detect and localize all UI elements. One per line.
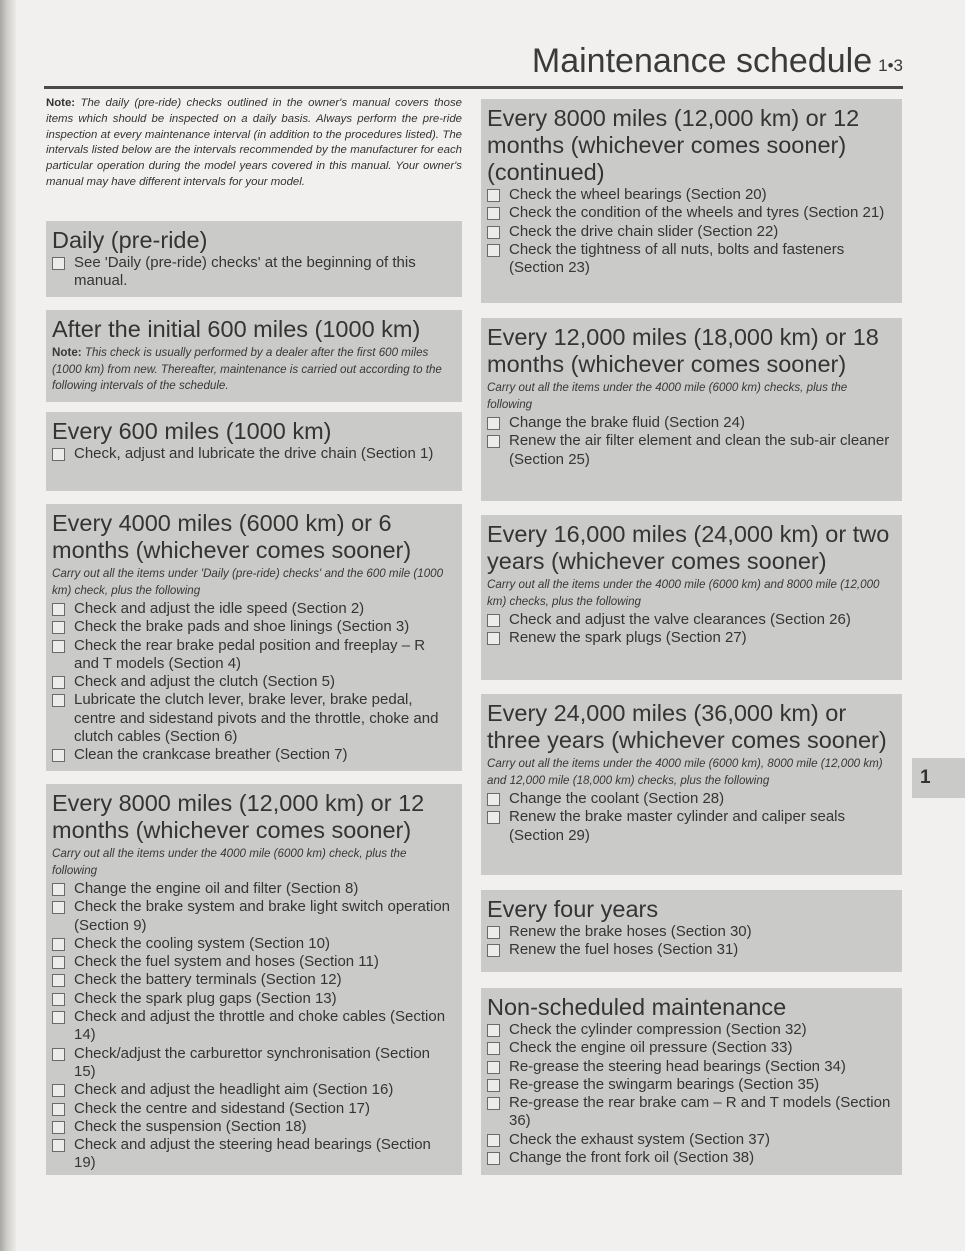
section-600 xyxy=(46,412,462,491)
checklist-item[interactable] xyxy=(487,1149,894,1167)
checkbox-icon[interactable] xyxy=(487,1042,500,1055)
checkbox-icon[interactable] xyxy=(487,1079,500,1092)
section-title: Every 600 miles (1000 km) xyxy=(52,418,332,444)
checklist-item[interactable] xyxy=(487,1131,894,1149)
checklist-item-text: Change the brake fluid (Section 24) xyxy=(509,414,745,431)
note-label: Note: xyxy=(52,346,82,359)
page-gutter xyxy=(0,0,16,1251)
checklist-item-text: Re-grease the swingarm bearings (Section 35) xyxy=(509,1075,820,1093)
checklist-item[interactable] xyxy=(52,1045,454,1082)
checklist-item[interactable] xyxy=(487,611,894,629)
section-title: Every 8000 miles (12,000 km) or 12 months (whichever comes sooner) xyxy=(52,790,425,843)
section-8000-continued xyxy=(481,99,902,303)
checklist-item[interactable] xyxy=(52,691,454,746)
checklist-item[interactable] xyxy=(487,186,894,204)
section-title: After the initial 600 miles (1000 km) xyxy=(52,316,421,342)
checklist-item-text: Check the spark plug gaps (Section 13) xyxy=(74,989,337,1007)
checkbox-icon[interactable] xyxy=(487,793,500,806)
checklist-item[interactable] xyxy=(487,241,894,278)
checklist-item-text: Check and adjust the throttle and choke cables (Section 14) xyxy=(74,1008,446,1044)
section-title: Every 8000 miles (12,000 km) or 12 months (whichever comes sooner) (continued) xyxy=(487,105,860,185)
section-four-years xyxy=(481,890,902,972)
checkbox-icon[interactable] xyxy=(487,1134,500,1147)
checklist-item-text: Check the cooling system (Section 10) xyxy=(74,934,330,952)
checklist-item-text: Check the exhaust system (Section 37) xyxy=(509,1130,770,1148)
checkbox-icon[interactable] xyxy=(52,901,65,914)
section-daily xyxy=(46,221,462,297)
page-header xyxy=(532,42,903,81)
checkbox-icon[interactable] xyxy=(52,603,65,616)
checkbox-icon[interactable] xyxy=(487,226,500,239)
checkbox-icon[interactable] xyxy=(52,257,65,270)
checklist-item-text: Check the cylinder compression (Section 32) xyxy=(509,1021,807,1038)
checklist-item[interactable] xyxy=(487,1058,894,1076)
header-rule xyxy=(44,86,903,89)
checklist-item[interactable] xyxy=(52,935,454,953)
note-label: Note: xyxy=(46,97,76,109)
section-title: Every 4000 miles (6000 km) or 6 months (whichever comes sooner) xyxy=(52,510,412,563)
section-title: Every four years xyxy=(487,896,659,922)
section-intro: Carry out all the items under the 4000 mile (6000 km) and 8000 mile (12,000 km) checks, plus the following xyxy=(487,578,880,608)
checkbox-icon[interactable] xyxy=(52,621,65,634)
section-note-text: This check is usually performed by a dealer after the first 600 miles (1000 km) from new. Thereafter, maintenance is carried out according to the following intervals of the schedule. xyxy=(52,346,442,392)
checklist-item[interactable] xyxy=(487,204,894,222)
checklist-item[interactable] xyxy=(52,600,454,618)
chapter-tab: 1 xyxy=(912,758,965,798)
checkbox-icon[interactable] xyxy=(52,993,65,1006)
checklist-item-text: Renew the air filter element and clean the sub-air cleaner (Section 25) xyxy=(509,432,890,468)
checklist-item[interactable] xyxy=(52,746,454,764)
checklist-item[interactable] xyxy=(52,637,454,674)
section-12000 xyxy=(481,318,902,501)
checkbox-icon[interactable] xyxy=(487,244,500,257)
checklist-item-text: Check the battery terminals (Section 12) xyxy=(74,971,342,989)
section-intro: Carry out all the items under 'Daily (pre-ride) checks' and the 600 mile (1000 km) check, plus the following xyxy=(52,567,444,597)
checklist-item[interactable] xyxy=(487,923,894,941)
checkbox-icon[interactable] xyxy=(487,1061,500,1074)
checklist-item-text: Check, adjust and lubricate the drive chain (Section 1) xyxy=(74,445,434,462)
checklist-item-text: Check the suspension (Section 18) xyxy=(74,1117,307,1135)
checklist-item-text: See 'Daily (pre-ride) checks' at the beginning of this manual. xyxy=(74,254,416,290)
checkbox-icon[interactable] xyxy=(52,1084,65,1097)
section-title: Every 24,000 miles (36,000 km) or three years (whichever comes sooner) xyxy=(487,700,887,753)
checkbox-icon[interactable] xyxy=(52,448,65,461)
checkbox-icon[interactable] xyxy=(52,1121,65,1134)
section-non-scheduled xyxy=(481,988,902,1175)
checklist-item-text: Check and adjust the clutch (Section 5) xyxy=(74,673,335,691)
checkbox-icon[interactable] xyxy=(487,435,500,448)
checklist-item[interactable] xyxy=(487,941,894,959)
section-intro: Carry out all the items under the 4000 mile (6000 km) checks, plus the following xyxy=(487,381,848,411)
checklist-item-text: Check/adjust the carburettor synchronisation (Section 15) xyxy=(74,1044,431,1080)
note-text: The daily (pre-ride) checks outlined in the owner's manual covers those items which should be inspected on a daily basis. Always perform the pre-ride inspection at every maintenance interval (in addition to the procedures listed). The intervals listed below are the intervals recommended by the manufacturer for each particular operation during the model years covered in this manual. Your owner's manual may have different intervals for your model. xyxy=(46,97,462,188)
section-initial-600 xyxy=(46,310,462,402)
checklist-item-text: Change the front fork oil (Section 38) xyxy=(509,1149,755,1167)
checkbox-icon[interactable] xyxy=(52,1011,65,1024)
checklist-item[interactable] xyxy=(487,790,894,808)
checkbox-icon[interactable] xyxy=(52,956,65,969)
checkbox-icon[interactable] xyxy=(52,676,65,689)
section-8000 xyxy=(46,784,462,1175)
checklist-item[interactable] xyxy=(52,990,454,1008)
checklist-item-text: Check and adjust the steering head bearings (Section 19) xyxy=(74,1136,431,1172)
checkbox-icon[interactable] xyxy=(52,938,65,951)
checkbox-icon[interactable] xyxy=(487,944,500,957)
checklist-item[interactable] xyxy=(487,629,894,647)
checklist-item-text: Change the engine oil and filter (Section 8) xyxy=(74,880,359,897)
checkbox-icon[interactable] xyxy=(52,974,65,987)
checkbox-icon[interactable] xyxy=(487,207,500,220)
checkbox-icon[interactable] xyxy=(52,749,65,762)
section-4000 xyxy=(46,504,462,771)
section-note xyxy=(52,345,454,395)
section-24000 xyxy=(481,694,902,875)
checklist-item-text: Check and adjust the valve clearances (Section 26) xyxy=(509,611,851,628)
checklist-item-text: Check the centre and sidestand (Section 17) xyxy=(74,1099,371,1117)
checklist-item-text: Check the engine oil pressure (Section 33) xyxy=(509,1039,793,1057)
checklist-item-text: Check the tightness of all nuts, bolts and fasteners (Section 23) xyxy=(509,240,845,277)
checkbox-icon[interactable] xyxy=(487,632,500,645)
checklist-item-text: Check and adjust the headlight aim (Section 16) xyxy=(74,1081,394,1099)
checkbox-icon[interactable] xyxy=(52,694,65,707)
checklist-item[interactable] xyxy=(52,1136,454,1173)
section-title: Every 16,000 miles (24,000 km) or two years (whichever comes sooner) xyxy=(487,521,890,574)
checklist-item[interactable] xyxy=(487,1076,894,1094)
checklist-item[interactable] xyxy=(52,445,454,463)
checklist-item[interactable] xyxy=(52,618,454,636)
checklist-item[interactable] xyxy=(487,808,894,845)
checklist-item-text: Renew the spark plugs (Section 27) xyxy=(509,629,747,647)
checkbox-icon[interactable] xyxy=(52,640,65,653)
checklist-item[interactable] xyxy=(52,673,454,691)
checkbox-icon[interactable] xyxy=(487,811,500,824)
section-intro: Carry out all the items under the 4000 mile (6000 km), 8000 mile (12,000 km) and 12,000 mile (18,000 km) checks, plus the following xyxy=(487,757,883,787)
checklist-item-text: Check the condition of the wheels and tyres (Section 21) xyxy=(509,204,885,222)
checklist-item-text: Check and adjust the idle speed (Section 2) xyxy=(74,600,365,617)
checkbox-icon[interactable] xyxy=(487,926,500,939)
page-number: 1•3 xyxy=(878,56,903,75)
checklist-item-text: Renew the brake master cylinder and caliper seals (Section 29) xyxy=(509,808,845,844)
checklist-item-text: Check the fuel system and hoses (Section 11) xyxy=(74,953,379,971)
checklist-item[interactable] xyxy=(52,1118,454,1136)
checklist-item[interactable] xyxy=(487,1039,894,1057)
checkbox-icon[interactable] xyxy=(52,1139,65,1152)
checklist-item[interactable] xyxy=(52,880,454,898)
section-title: Daily (pre-ride) xyxy=(52,227,208,253)
checklist-item-text: Clean the crankcase breather (Section 7) xyxy=(74,746,348,764)
checklist-item-text: Check the wheel bearings (Section 20) xyxy=(509,186,767,203)
checklist-item-text: Check the drive chain slider (Section 22) xyxy=(509,222,779,240)
checklist-item[interactable] xyxy=(52,898,454,935)
checklist-item-text: Re-grease the steering head bearings (Section 34) xyxy=(509,1057,846,1075)
checkbox-icon[interactable] xyxy=(52,1048,65,1061)
checklist-item-text: Renew the fuel hoses (Section 31) xyxy=(509,941,739,959)
checkbox-icon[interactable] xyxy=(487,614,500,627)
checklist-item-text: Check the rear brake pedal position and freeplay – R and T models (Section 4) xyxy=(74,636,426,672)
checkbox-icon[interactable] xyxy=(52,883,65,896)
checklist-item[interactable] xyxy=(487,414,894,432)
checkbox-icon[interactable] xyxy=(487,1024,500,1037)
checkbox-icon[interactable] xyxy=(487,189,500,202)
checklist-item[interactable] xyxy=(487,432,894,469)
checklist-item[interactable] xyxy=(52,953,454,971)
checklist-item-text: Check the brake system and brake light switch operation (Section 9) xyxy=(74,898,451,934)
section-intro: Carry out all the items under the 4000 mile (6000 km) check, plus the following xyxy=(52,847,407,877)
checklist-item-text: Change the coolant (Section 28) xyxy=(509,790,725,807)
checklist-item-text: Re-grease the rear brake cam – R and T models (Section 36) xyxy=(509,1094,891,1130)
section-title: Every 12,000 miles (18,000 km) or 18 months (whichever comes sooner) xyxy=(487,324,879,377)
checklist-item[interactable] xyxy=(52,1081,454,1099)
page-title: Maintenance schedule xyxy=(531,42,873,80)
checkbox-icon[interactable] xyxy=(487,417,500,430)
section-16000 xyxy=(481,515,902,680)
checkbox-icon[interactable] xyxy=(487,1152,500,1165)
checklist-item[interactable] xyxy=(52,1100,454,1118)
checklist-item-text: Check the brake pads and shoe linings (Section 3) xyxy=(74,618,410,636)
intro-note xyxy=(46,96,462,191)
checklist-item[interactable] xyxy=(487,223,894,241)
checklist-item[interactable] xyxy=(487,1094,894,1131)
checklist-item[interactable] xyxy=(52,1008,454,1045)
checklist-item-text: Lubricate the clutch lever, brake lever, brake pedal, centre and sidestand pivots and the throttle, choke and clutch cables (Section 6) xyxy=(74,691,439,746)
checkbox-icon[interactable] xyxy=(487,1097,500,1110)
checkbox-icon[interactable] xyxy=(52,1103,65,1116)
section-title: Non-scheduled maintenance xyxy=(487,994,787,1020)
checklist-item[interactable] xyxy=(487,1021,894,1039)
checklist-item[interactable] xyxy=(52,971,454,989)
checklist-item[interactable] xyxy=(52,254,454,291)
checklist-item-text: Renew the brake hoses (Section 30) xyxy=(509,923,752,940)
